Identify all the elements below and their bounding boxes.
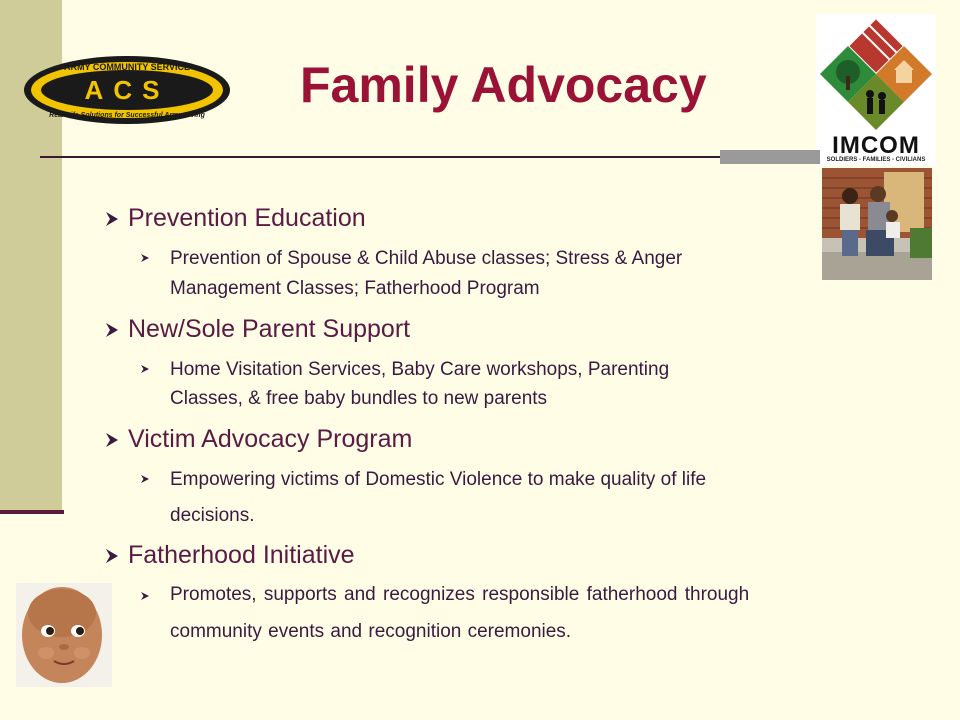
arrow-bullet-icon <box>140 591 150 601</box>
section-detail-line: decisions. <box>170 505 255 526</box>
arrow-bullet-icon <box>104 547 120 565</box>
acs-logo-letters: ACS <box>84 75 170 105</box>
page-title: Family Advocacy <box>300 57 707 113</box>
section-detail-line: Management Classes; Fatherhood Program <box>170 278 540 299</box>
arrow-bullet-icon <box>140 253 150 263</box>
imcom-logo-text: IMCOM <box>832 132 920 159</box>
arrow-bullet-icon <box>104 321 120 339</box>
arrow-bullet-icon <box>140 474 150 484</box>
section-heading-new-sole-parent-support: New/Sole Parent Support <box>128 315 411 343</box>
section-detail-line: Promotes, supports and recognizes responsible fatherhood through <box>170 584 750 605</box>
section-detail-line: Classes, & free baby bundles to new parents <box>170 388 548 409</box>
section-detail-line: Home Visitation Services, Baby Care workshops, Parenting <box>170 359 670 380</box>
section-detail-line: Prevention of Spouse & Child Abuse classes; Stress & Anger <box>170 248 683 269</box>
section-heading-prevention-education: Prevention Education <box>128 204 366 232</box>
acs-logo-tagline: Real-Life Solutions for Successful Army Living <box>49 112 205 119</box>
arrow-bullet-icon <box>140 364 150 374</box>
section-detail-line: community events and recognition ceremonies. <box>170 621 572 642</box>
acs-logo-top-text: ARMY COMMUNITY SERVICE <box>63 62 191 72</box>
arrow-bullet-icon <box>104 431 120 449</box>
section-heading-fatherhood-initiative: Fatherhood Initiative <box>128 541 355 569</box>
section-detail-line: Empowering victims of Domestic Violence to make quality of life <box>170 469 707 490</box>
arrow-bullet-icon <box>104 210 120 228</box>
imcom-logo-subtext: SOLDIERS - FAMILIES - CIVILIANS <box>826 157 926 163</box>
section-heading-victim-advocacy-program: Victim Advocacy Program <box>128 425 413 453</box>
